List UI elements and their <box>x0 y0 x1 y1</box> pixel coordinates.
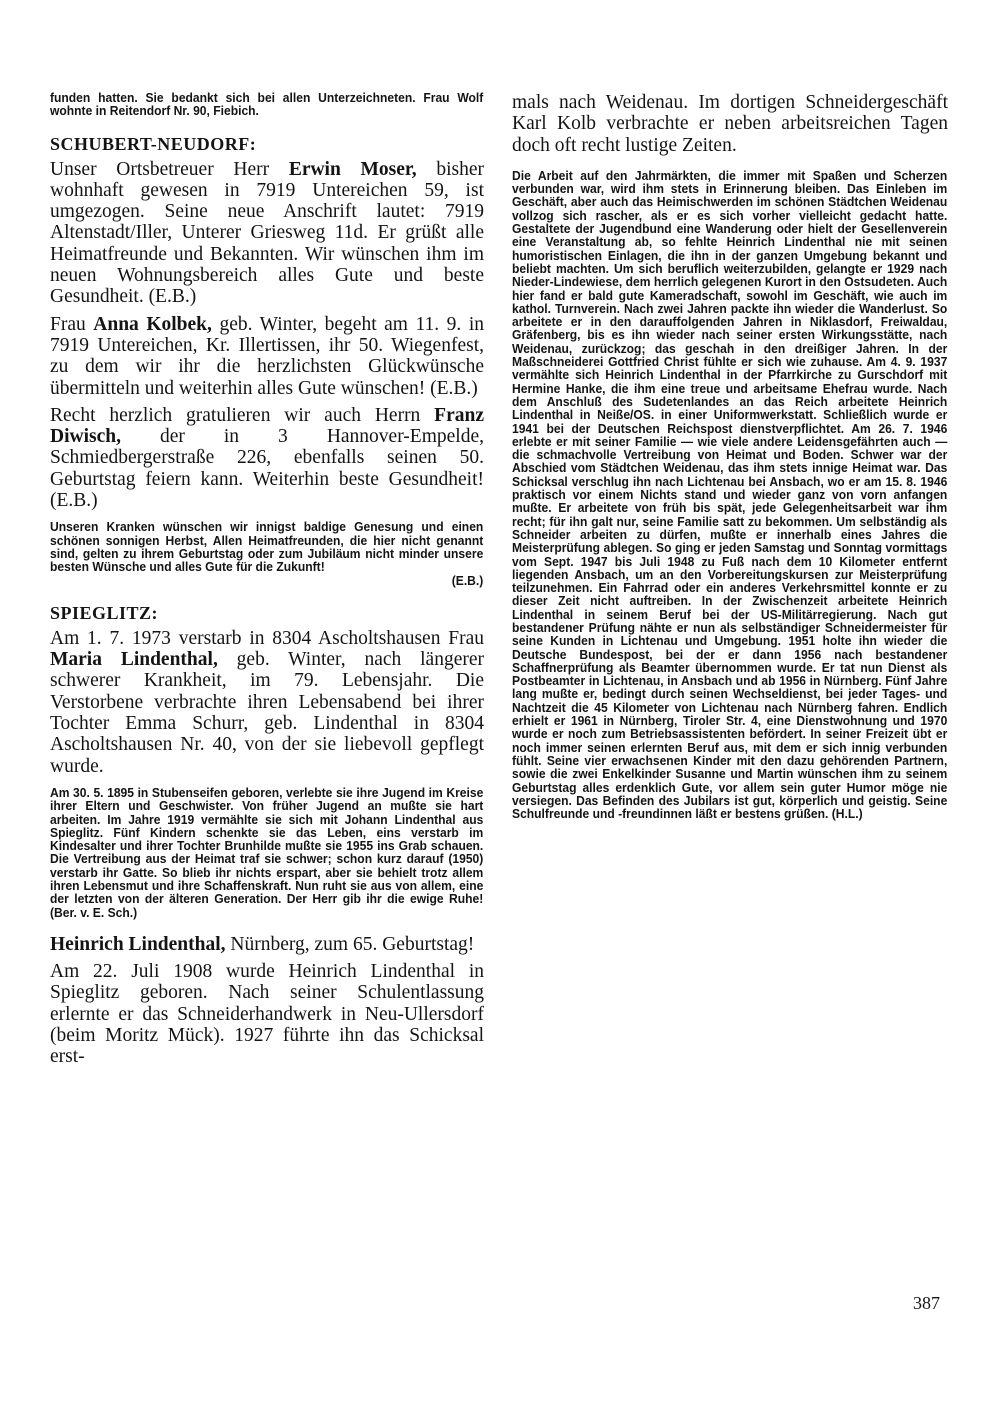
heinrich-heading-text: Nürnberg, zum 65. Geburtstag! <box>225 933 475 955</box>
name-erwin-moser: Erwin Moser, <box>288 158 417 180</box>
name-heinrich-lindenthal: Heinrich Lindenthal, <box>50 933 226 955</box>
left-column <box>50 92 484 1068</box>
page-number: 387 <box>913 1293 940 1313</box>
heinrich-bio-paragraph: Die Arbeit auf den Jahrmärkten, die immer mit Spaßen und Scherzen verbunden war, wird ihm stets in Erinnerung bleiben. Das Einleben im Geschäft, aber auch das Heimischwerden im schönen Städtchen Weidenau vollzog sich rascher, als er es sich vorher vielleicht gedacht hatte. Gestaltete der Jugendbund eine Wanderung oder hielt der Gesellenverein eine Veranstaltung ab, so fehlte Heinrich Lindenthal nie mit seinen humoristischen Einlagen, die ihn in der ganzen Umgebung bekannt und beliebt machten. Um sich beruflich weiterzubilden, gelangte er 1929 nach Nieder-Lindewiese, dem herrlich gelegenen Kurort in den Ostsudeten. Auch hier fand er bald gute Kameradschaft, sowohl im Geschäft, wie auch im kathol. Turnverein. Nach zwei Jahren packte ihn wieder die Wanderlust. So arbeitete er in den darauffolgenden Jahren in Niklasdorf, Freiwaldau, Gräfenberg, bis es ihn wieder nach seiner ersten Wirkungsstätte, nach Weidenau, zurückzog; das geschah in den dreißiger Jahren. In der Maßschneiderei Gottfried Christ fühlte er sich wie zuhause. Am 4. 9. 1937 vermählte sich Heinrich Lindenthal in der Pfarrkirche zu Gurschdorf mit Hermine Hanke, die ihm eine treue und arbeitsame Ehefrau wurde. Nach dem Anschluß des Sudetenlandes an das Reich arbeitete Heinrich Lindenthal in Neiße/OS. in einer Uniformwerkstatt. Schließlich wurde er 1941 bei der Deutschen Reichspost dienstverpflichtet. Am 26. 7. 1946 erlebte er mit seiner Familie — wie viele andere Leidensgefährten auch — die schmachvolle Vertreibung von Heimat und Boden. Schwer war der Abschied vom Städtchen Weidenau, das ihm stets innige Heimat war. Das Schicksal verschlug ihn nach Lichtenau bei Ansbach, wo er am 15. 8. 1946 praktisch vor einem Nichts stand und wieder ganz von vorn anfangen mußte. Er arbeitete von früh bis spät, jede Gelegenheitsarbeit war ihm recht; für ihn galt nur, seine Familie satt zu bekommen. Um selbständig als Schneider arbeiten zu dürfen, mußte er innerhalb eines Jahres die Meisterprüfung ablegen. So ging er jeden Samstag und Sonntag vormittags vom Sept. 1947 bis Juli 1948 zu Fuß nach dem 10 Kilometer entfernt liegenden Ansbach, um an den Vorbereitungskursen zur Meisterprüfung teilzunehmen. Ein Fahrrad oder ein anderes Verkehrsmittel konnte er zu dieser Zeit nicht auftreiben. In der Zwischenzeit arbeitete Heinrich Lindenthal in seinem Beruf bei der US-Militärregierung. Nach gut bestandener Prüfung nähte er nun als selbständiger Schneidermeister für seine Kunden in Lichtenau und Umgebung. 1951 holte ihn wieder die Deutsche Bundespost, bei der er dann 1956 nach bestandener Schaffnerprüfung als Beamter übernommen wurde. Er tat nun Dienst als Postbeamter in Lichtenau, in Ansbach und ab 1956 in Nürnberg. Fünf Jahre lang mußte er, bedingt durch seinen Wechseldienst, bei jeder Tages- und Nachtzeit die 45 Kilometer von Lichtenau nach Nürnberg fahren. Endlich erhielt er 1961 in Nürnberg, Tiroler Str. 4, eine Dienstwohnung und 1970 wurde er noch zum Betriebsassistenten befördert. In seiner Freizeit übt er noch immer seinen erlernten Beruf aus, mit dem er sich innig verbunden fühlt. Seine vier erwachsenen Kinder mit den dazu gehörenden Partnern, sowie die zwei Enkelkinder Susanne und Martin wünschen ihm zu seinem Geburtstag alles erdenklich Gute, vor allem sein guter Humor möge nie versiegen. Das Befinden des Jubilars ist gut, körperlich und geistig. Seine Schulfreunde und -freundinnen läßt er bestens grüßen. (H.L.) <box>512 168 948 822</box>
heinrich-intro-paragraph: Am 22. Juli 1908 wurde Heinrich Lindenthal in Spieglitz geboren. Nach seiner Schulentlassung erlernte er das Schneiderhandwerk in Neu-Ullersdorf (beim Moritz Mück). 1927 führte ihn das Schicksal erst- <box>50 961 484 1068</box>
diwisch-text-post: der in 3 Hannover-Empelde, Schmiedbergerstraße 226, ebenfalls seinen 50. Geburtstag feiern kann. Weiterhin beste Gesundheit! (E.B.) <box>50 426 484 512</box>
kranken-signature: (E.B.) <box>451 573 484 588</box>
name-maria-lindenthal: Maria Lindenthal, <box>50 649 218 671</box>
maria-bio-paragraph: Am 30. 5. 1895 in Stubenseifen geboren, verlebte sie ihre Jugend im Kreise ihrer Eltern und Geschwister. Von früher Jugend an mußte sie hart arbeiten. Im Jahre 1919 vermählte sie sich mit Johann Lindenthal aus Spieglitz. Fünf Kindern schenkte sie das Leben, eins verstarb im Kindesalter und ihrer Tochter Brunhilde mußte sie 1955 ins Grab schauen. Die Vertreibung aus der Heimat traf sie schwer; schon kurz darauf (1950) verstarb ihr Gatte. So blieb ihr nichts erspart, aber sie behielt trotz allem ihren Lebensmut und ihre Schaffenskraft. Nun ruht sie aus von allem, eine der letzten von der älteren Generation. Der Herr gib ihr die ewige Ruhe! (Ber. v. E. Sch.) <box>50 785 484 920</box>
name-franz-diwisch: Franz Diwisch, <box>50 404 484 448</box>
right-column <box>512 92 948 821</box>
kranken-paragraph: Unseren Kranken wünschen wir innigst baldige Genesung und einen schönen sonnigen Herbst, Allen Heimatfreunden, die hier nicht genannt sind, gelten zu ihrem Geburtstag oder zum Jubiläum nicht minder unsere besten Wünsche und alles Gute für die Zukunft! <box>50 520 484 575</box>
heinrich-continuation-paragraph: mals nach Weidenau. Im dortigen Schneidergeschäft Karl Kolb verbrachte er neben arbeitsreichen Tagen doch oft recht lustige Zeiten. <box>512 92 948 156</box>
maria-lindenthal-paragraph <box>50 628 484 777</box>
heinrich-heading-paragraph <box>50 934 484 955</box>
diwisch-text-pre: Recht herzlich gratulieren wir auch Herrn <box>50 404 435 426</box>
kolbek-paragraph <box>50 314 484 399</box>
diwisch-paragraph <box>50 405 484 511</box>
moser-paragraph <box>50 159 484 308</box>
maria-text-post: geb. Winter, nach längerer schwerer Krankheit, im 79. Lebensjahr. Die Verstorbene verbrachte ihren Lebensabend bei ihrer Tochter Emma Schurr, geb. Lindenthal in 8304 Ascholtshausen Nr. 40, von der sie liebevoll gepflegt wurde. <box>50 649 485 777</box>
kolbek-text-post: geb. Winter, begeht am 11. 9. in 7919 Untereichen, Kr. Illertissen, ihr 50. Wiegenfest, zu dem wir ihr die herzlichsten Glückwünsche übermitteln und weiterhin alles Gute wünschen! (E.B.) <box>50 313 485 399</box>
moser-text-pre: Unser Ortsbetreuer Herr <box>50 158 289 180</box>
kolbek-text-pre: Frau <box>50 313 94 335</box>
heading-spieglitz: SPIEGLITZ: <box>50 602 159 623</box>
maria-text-pre: Am 1. 7. 1973 verstarb in 8304 Ascholtshausen Frau <box>50 627 484 649</box>
name-anna-kolbek: Anna Kolbek, <box>93 313 212 335</box>
intro-paragraph: funden hatten. Sie bedankt sich bei allen Unterzeichneten. Frau Wolf wohnte in Reitendorf Nr. 90, Fiebich. <box>50 91 484 119</box>
moser-text-post: bisher wohnhaft gewesen in 7919 Untereichen 59, ist umgezogen. Seine neue Anschrift lautet: 7919 Altenstadt/Iller, Unterer Griesweg 11d. Er grüßt alle Heimatfreunde und Bekannten. Wir wünschen ihm im neuen Wohnungsbereich alles Gute und beste Gesundheit. (E.B.) <box>50 158 484 308</box>
heading-schubert-neudorf: SCHUBERT-NEUDORF: <box>50 133 257 154</box>
